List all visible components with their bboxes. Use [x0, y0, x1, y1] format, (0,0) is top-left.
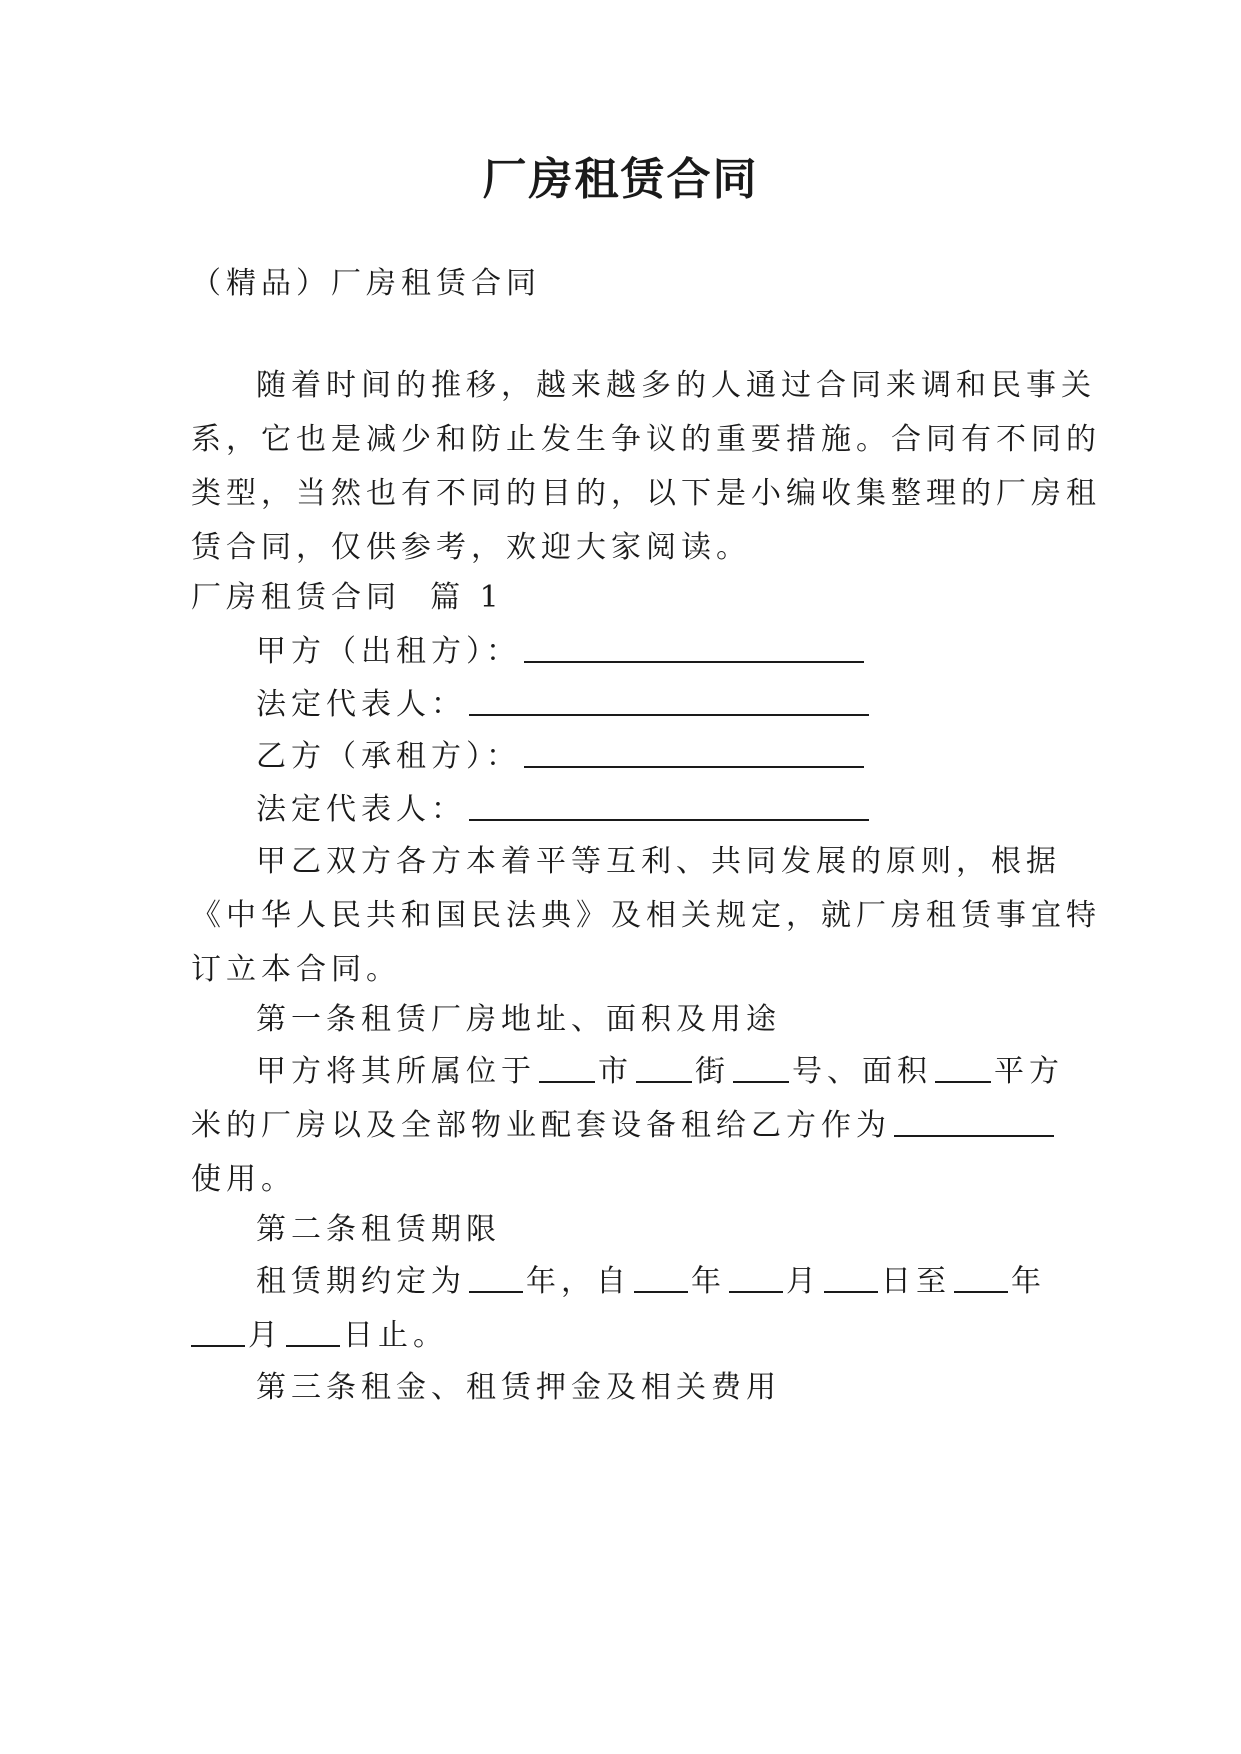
end-year-blank [954, 1291, 1008, 1293]
party-a-rep-label: 法定代表人： [256, 687, 466, 722]
intro-line-3: 类型，当然也有不同的目的，以下是小编收集整理的厂房租 [191, 476, 1101, 511]
article-1-text-c: 街 [695, 1054, 730, 1089]
party-a-label: 甲方（出租方）： [256, 634, 521, 669]
article-1-line-3: 使用。 [191, 1162, 296, 1197]
article-2-text-e: 日至 [881, 1264, 951, 1299]
party-b-rep-label: 法定代表人： [256, 792, 466, 827]
article-1-text-d: 号、面积 [792, 1054, 932, 1089]
article-2-text-f: 年 [1011, 1264, 1046, 1299]
article-1-text-e: 平方 [994, 1054, 1064, 1089]
chapter-heading: 厂房租赁合同 篇 1 [191, 580, 504, 615]
preamble-line-1: 甲乙双方各方本着平等互利、共同发展的原则，根据 [256, 844, 1061, 879]
article-1-line-1 [256, 1050, 1064, 1094]
article-3-heading: 第三条租金、租赁押金及相关费用 [256, 1370, 781, 1405]
article-2-line-1 [256, 1260, 1051, 1304]
party-b-label: 乙方（承租方）： [256, 739, 521, 774]
number-blank [733, 1081, 789, 1083]
party-a-blank [524, 661, 864, 663]
article-2-text-g: 月 [248, 1318, 283, 1353]
preamble-line-2: 《中华人民共和国民法典》及相关规定，就厂房租赁事宜特 [191, 898, 1101, 933]
document-subtitle: （精品）厂房租赁合同 [191, 266, 541, 301]
article-1-text-b: 市 [598, 1054, 633, 1089]
usage-blank [894, 1135, 1054, 1137]
intro-line-1: 随着时间的推移，越来越多的人通过合同来调和民事关 [256, 368, 1096, 403]
article-2-text-d: 月 [786, 1264, 821, 1299]
article-2-heading: 第二条租赁期限 [256, 1212, 501, 1247]
party-b-rep-row [256, 788, 1051, 832]
party-b-row [256, 735, 1051, 779]
intro-line-2: 系，它也是减少和防止发生争议的重要措施。合同有不同的 [191, 422, 1101, 457]
term-years-blank [469, 1291, 523, 1293]
preamble-line-3: 订立本合同。 [191, 952, 401, 987]
area-blank [935, 1081, 991, 1083]
end-month-blank [191, 1345, 245, 1347]
article-1-heading: 第一条租赁厂房地址、面积及用途 [256, 1002, 781, 1037]
article-2-text-h: 日止。 [343, 1318, 448, 1353]
party-a-row [256, 630, 1051, 674]
start-year-blank [634, 1291, 688, 1293]
article-2-line-2 [191, 1314, 1051, 1358]
party-b-rep-blank [469, 819, 869, 821]
start-day-blank [824, 1291, 878, 1293]
article-1-text-a: 甲方将其所属位于 [256, 1054, 536, 1089]
intro-line-4: 赁合同，仅供参考，欢迎大家阅读。 [191, 530, 751, 565]
article-1-line-2 [191, 1104, 1051, 1148]
document-title: 厂房租赁合同 [482, 154, 759, 205]
party-b-blank [524, 766, 864, 768]
article-2-text-b: 年，自 [526, 1264, 631, 1299]
party-a-rep-blank [469, 714, 869, 716]
article-1-text-f: 米的厂房以及全部物业配套设备租给乙方作为 [191, 1108, 891, 1143]
start-month-blank [729, 1291, 783, 1293]
street-blank [636, 1081, 692, 1083]
party-a-rep-row [256, 683, 1051, 727]
article-2-text-c: 年 [691, 1264, 726, 1299]
end-day-blank [286, 1345, 340, 1347]
article-2-text-a: 租赁期约定为 [256, 1264, 466, 1299]
city-blank [539, 1081, 595, 1083]
